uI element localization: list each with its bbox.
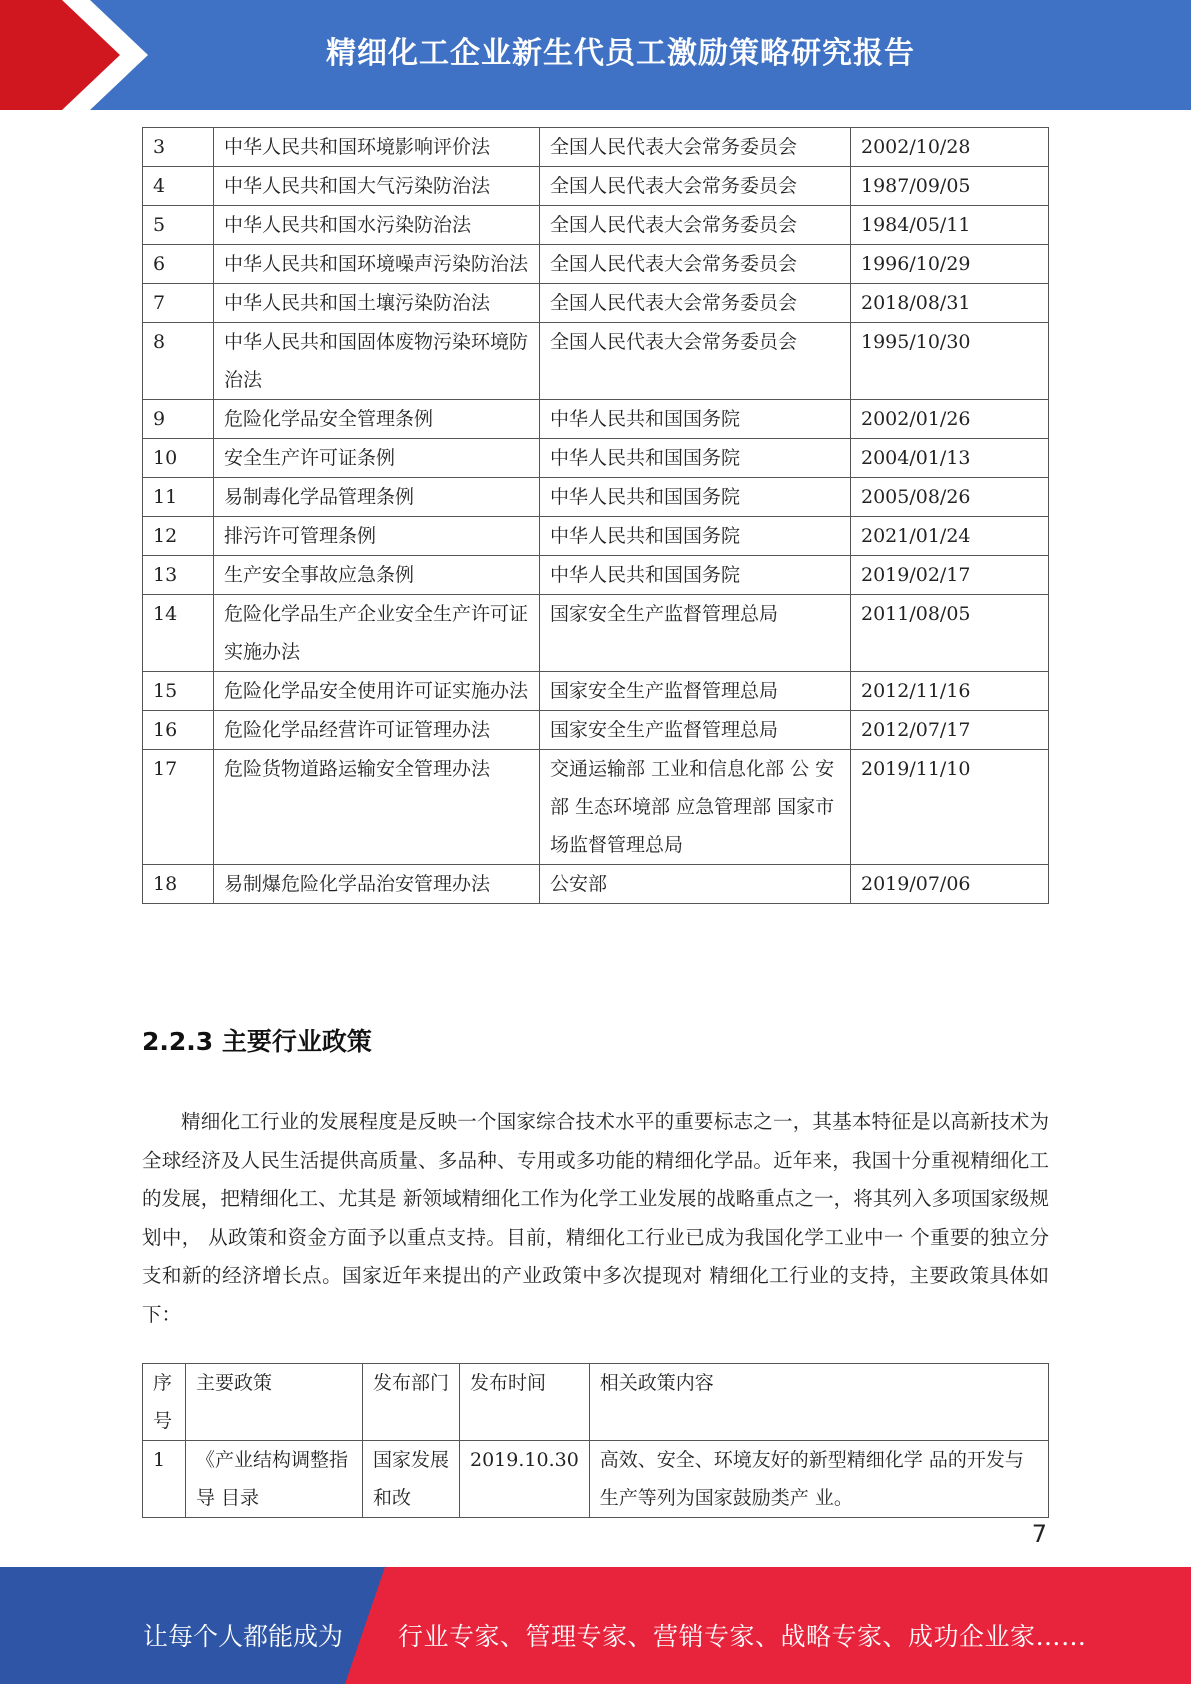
policy-table-row <box>143 1441 1049 1518</box>
law-table-row <box>143 711 1049 750</box>
table-cell: 交通运输部 工业和信息化部 公 安部 生态环境部 应急管理部 国家市场监督管理总局 <box>540 750 851 865</box>
header-cell-date: 发布时间 <box>460 1364 590 1441</box>
table-cell: 2002/10/28 <box>851 128 1049 167</box>
footer-slogan-right: 行业专家、管理专家、营销专家、战略专家、成功企业家…… <box>398 1622 1087 1651</box>
page-number: 7 <box>1031 1520 1047 1548</box>
table-cell: 排污许可管理条例 <box>214 517 540 556</box>
table-cell: 高效、安全、环境友好的新型精细化学 品的开发与生产等列为国家鼓励类产 业。 <box>589 1441 1048 1518</box>
table-cell: 14 <box>143 595 214 672</box>
table-cell: 易制毒化学品管理条例 <box>214 478 540 517</box>
table-cell: 2012/07/17 <box>851 711 1049 750</box>
table-cell: 危险化学品安全管理条例 <box>214 400 540 439</box>
table-cell: 中华人民共和国国务院 <box>540 439 851 478</box>
header-cell-department: 发布部门 <box>363 1364 460 1441</box>
table-cell: 18 <box>143 865 214 904</box>
table-cell: 2011/08/05 <box>851 595 1049 672</box>
table-cell: 全国人民代表大会常务委员会 <box>540 128 851 167</box>
law-table-row <box>143 167 1049 206</box>
table-cell: 1995/10/30 <box>851 323 1049 400</box>
table-cell: 生产安全事故应急条例 <box>214 556 540 595</box>
table-cell: 国家安全生产监督管理总局 <box>540 595 851 672</box>
table-cell: 1984/05/11 <box>851 206 1049 245</box>
table-cell: 中华人民共和国国务院 <box>540 556 851 595</box>
law-table-row <box>143 439 1049 478</box>
table-cell: 2019/07/06 <box>851 865 1049 904</box>
header-cell-content: 相关政策内容 <box>589 1364 1048 1441</box>
report-title: 精细化工企业新生代员工激励策略研究报告 <box>326 36 915 71</box>
law-table-row <box>143 595 1049 672</box>
law-table-row <box>143 517 1049 556</box>
table-cell: 中华人民共和国国务院 <box>540 478 851 517</box>
law-table-row <box>143 284 1049 323</box>
table-cell: 2019/02/17 <box>851 556 1049 595</box>
table-cell: 全国人民代表大会常务委员会 <box>540 206 851 245</box>
law-table-row <box>143 478 1049 517</box>
table-cell: 1996/10/29 <box>851 245 1049 284</box>
header-cell-index: 序号 <box>143 1364 186 1441</box>
table-cell: 13 <box>143 556 214 595</box>
table-cell: 2018/08/31 <box>851 284 1049 323</box>
law-table-row <box>143 128 1049 167</box>
page-footer <box>0 1567 1191 1684</box>
law-table <box>142 127 1049 904</box>
table-cell: 中华人民共和国环境噪声污染防治法 <box>214 245 540 284</box>
footer-slogan-left: 让每个人都能成为 <box>143 1622 344 1651</box>
table-cell: 15 <box>143 672 214 711</box>
table-cell: 危险货物道路运输安全管理办法 <box>214 750 540 865</box>
table-cell: 4 <box>143 167 214 206</box>
table-cell: 易制爆危险化学品治安管理办法 <box>214 865 540 904</box>
table-cell: 全国人民代表大会常务委员会 <box>540 167 851 206</box>
table-cell: 危险化学品经营许可证管理办法 <box>214 711 540 750</box>
table-cell: 危险化学品生产企业安全生产许可证实施办法 <box>214 595 540 672</box>
table-cell: 8 <box>143 323 214 400</box>
table-cell: 6 <box>143 245 214 284</box>
table-cell: 2005/08/26 <box>851 478 1049 517</box>
table-cell: 12 <box>143 517 214 556</box>
table-cell: 国家安全生产监督管理总局 <box>540 672 851 711</box>
table-cell: 中华人民共和国国务院 <box>540 400 851 439</box>
table-cell: 《产业结构调整指导 目录 <box>186 1441 363 1518</box>
table-cell: 中华人民共和国水污染防治法 <box>214 206 540 245</box>
law-table-row <box>143 556 1049 595</box>
section-heading: 2.2.3 主要行业政策 <box>142 1027 372 1056</box>
table-cell: 1 <box>143 1441 186 1518</box>
table-cell: 7 <box>143 284 214 323</box>
law-table-row <box>143 865 1049 904</box>
law-table-row <box>143 750 1049 865</box>
table-cell: 危险化学品安全使用许可证实施办法 <box>214 672 540 711</box>
table-cell: 国家发展 和改 <box>363 1441 460 1518</box>
table-cell: 中华人民共和国固体废物污染环境防治法 <box>214 323 540 400</box>
section-paragraph: 精细化工行业的发展程度是反映一个国家综合技术水平的重要标志之一，其基本特征是以高新技术为全球经济及人民生活提供高质量、多品种、专用或多功能的精细化学品。近年来，我国十分重视精细化工的发展，把精细化工、尤其是 新领域精细化工作为化学工业发展的战略重点之一，将其列入多项国家级规划中， 从政策和资金方面予以重点支持。目前，精细化工行业已成为我国化学工业中一 个重要的独立分支和新的经济增长点。国家近年来提出的产业政策中多次提现对 精细化工行业的支持，主要政策具体如下： <box>142 1110 1049 1326</box>
table-cell: 2021/01/24 <box>851 517 1049 556</box>
table-cell: 2019/11/10 <box>851 750 1049 865</box>
table-cell: 3 <box>143 128 214 167</box>
table-cell: 全国人民代表大会常务委员会 <box>540 245 851 284</box>
header-cell-policy: 主要政策 <box>186 1364 363 1441</box>
table-cell: 中华人民共和国环境影响评价法 <box>214 128 540 167</box>
table-cell: 全国人民代表大会常务委员会 <box>540 284 851 323</box>
law-table-row <box>143 672 1049 711</box>
table-cell: 安全生产许可证条例 <box>214 439 540 478</box>
table-cell: 5 <box>143 206 214 245</box>
table-cell: 公安部 <box>540 865 851 904</box>
table-cell: 2002/01/26 <box>851 400 1049 439</box>
table-cell: 11 <box>143 478 214 517</box>
table-cell: 中华人民共和国国务院 <box>540 517 851 556</box>
table-cell: 全国人民代表大会常务委员会 <box>540 323 851 400</box>
table-cell: 17 <box>143 750 214 865</box>
policy-table-header-row <box>143 1364 1049 1441</box>
policy-table <box>142 1363 1049 1518</box>
table-cell: 10 <box>143 439 214 478</box>
law-table-row <box>143 323 1049 400</box>
table-cell: 中华人民共和国土壤污染防治法 <box>214 284 540 323</box>
table-cell: 2019.10.30 <box>460 1441 590 1518</box>
table-cell: 16 <box>143 711 214 750</box>
table-cell: 中华人民共和国大气污染防治法 <box>214 167 540 206</box>
table-cell: 2004/01/13 <box>851 439 1049 478</box>
law-table-row <box>143 245 1049 284</box>
page-header <box>0 0 1191 110</box>
law-table-row <box>143 206 1049 245</box>
law-table-row <box>143 400 1049 439</box>
table-cell: 国家安全生产监督管理总局 <box>540 711 851 750</box>
table-cell: 1987/09/05 <box>851 167 1049 206</box>
table-cell: 2012/11/16 <box>851 672 1049 711</box>
table-cell: 9 <box>143 400 214 439</box>
